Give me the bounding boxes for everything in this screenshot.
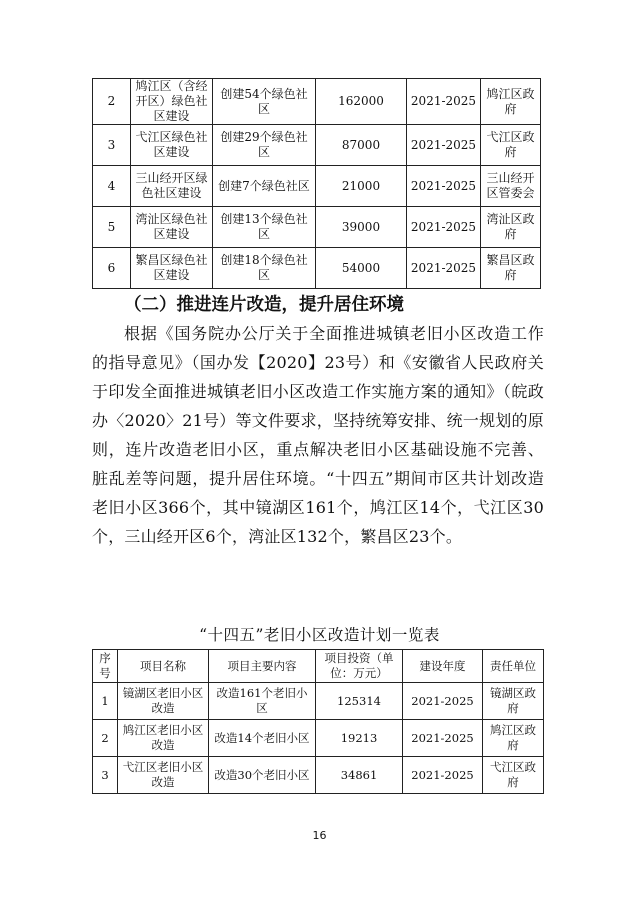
cell-resp: 三山经开区管委会 bbox=[481, 166, 541, 207]
cell-invest: 54000 bbox=[316, 248, 407, 289]
table-row bbox=[93, 683, 544, 720]
cell-content: 创建29个绿色社区 bbox=[213, 125, 316, 166]
table-row bbox=[93, 248, 541, 289]
cell-name: 湾沚区绿色社区建设 bbox=[131, 207, 213, 248]
cell-content: 改造161个老旧小区 bbox=[209, 683, 316, 720]
table-header-row bbox=[93, 650, 544, 683]
table-row bbox=[93, 720, 544, 757]
cell-no: 1 bbox=[93, 683, 118, 720]
cell-content: 创建7个绿色社区 bbox=[213, 166, 316, 207]
green-community-table bbox=[92, 78, 541, 289]
cell-years: 2021-2025 bbox=[407, 166, 481, 207]
cell-no: 4 bbox=[93, 166, 131, 207]
cell-content: 改造30个老旧小区 bbox=[209, 757, 316, 794]
cell-years: 2021-2025 bbox=[407, 125, 481, 166]
cell-resp: 湾沚区政府 bbox=[481, 207, 541, 248]
table-row bbox=[93, 125, 541, 166]
table-row bbox=[93, 207, 541, 248]
cell-years: 2021-2025 bbox=[407, 207, 481, 248]
cell-invest: 87000 bbox=[316, 125, 407, 166]
header-invest: 项目投资（单位：万元） bbox=[316, 650, 403, 683]
body-paragraph: 根据《国务院办公厅关于全面推进城镇老旧小区改造工作的指导意见》（国办发【2020】23号）和《安徽省人民政府关于印发全面推进城镇老旧小区改造工作实施方案的通知》（皖政办〈2020〉21号）等文件要求，坚持统筹安排、统一规划的原则，连片改造老旧小区，重点解决老旧小区基础设施不完善、脏乱差等问题，提升居住环境。“十四五”期间市区共计划改造老旧小区366个，其中镜湖区161个，鸠江区14个，弋江区30个，三山经开区6个，湾沚区132个，繁昌区23个。 bbox=[92, 324, 544, 546]
cell-years: 2021-2025 bbox=[407, 248, 481, 289]
cell-invest: 34861 bbox=[316, 757, 403, 794]
cell-no: 3 bbox=[93, 125, 131, 166]
cell-invest: 162000 bbox=[316, 79, 407, 125]
section-heading: （二）推进连片改造，提升居住环境 bbox=[124, 295, 404, 315]
cell-no: 3 bbox=[93, 757, 118, 794]
header-content: 项目主要内容 bbox=[209, 650, 316, 683]
table-caption: “十四五”老旧小区改造计划一览表 bbox=[199, 626, 440, 644]
cell-no: 2 bbox=[93, 79, 131, 125]
cell-years: 2021-2025 bbox=[403, 757, 483, 794]
cell-content: 创建18个绿色社区 bbox=[213, 248, 316, 289]
cell-resp: 镜湖区政府 bbox=[483, 683, 544, 720]
header-name: 项目名称 bbox=[118, 650, 209, 683]
old-community-renovation-table bbox=[92, 649, 544, 794]
cell-name: 弋江区绿色社区建设 bbox=[131, 125, 213, 166]
table-row bbox=[93, 166, 541, 207]
cell-years: 2021-2025 bbox=[403, 683, 483, 720]
page-number: 16 bbox=[312, 829, 327, 842]
cell-invest: 39000 bbox=[316, 207, 407, 248]
cell-invest: 125314 bbox=[316, 683, 403, 720]
cell-name: 鸠江区（含经开区）绿色社区建设 bbox=[131, 79, 213, 125]
cell-invest: 19213 bbox=[316, 720, 403, 757]
cell-resp: 鸠江区政府 bbox=[483, 720, 544, 757]
header-resp: 责任单位 bbox=[483, 650, 544, 683]
cell-resp: 弋江区政府 bbox=[483, 757, 544, 794]
table-row bbox=[93, 757, 544, 794]
cell-name: 三山经开区绿色社区建设 bbox=[131, 166, 213, 207]
cell-content: 改造14个老旧小区 bbox=[209, 720, 316, 757]
cell-no: 2 bbox=[93, 720, 118, 757]
header-years: 建设年度 bbox=[403, 650, 483, 683]
cell-resp: 弋江区政府 bbox=[481, 125, 541, 166]
cell-name: 弋江区老旧小区改造 bbox=[118, 757, 209, 794]
cell-years: 2021-2025 bbox=[407, 79, 481, 125]
cell-years: 2021-2025 bbox=[403, 720, 483, 757]
cell-name: 繁昌区绿色社区建设 bbox=[131, 248, 213, 289]
cell-name: 鸠江区老旧小区改造 bbox=[118, 720, 209, 757]
table-row bbox=[93, 79, 541, 125]
header-no: 序号 bbox=[93, 650, 118, 683]
cell-no: 5 bbox=[93, 207, 131, 248]
cell-invest: 21000 bbox=[316, 166, 407, 207]
cell-no: 6 bbox=[93, 248, 131, 289]
cell-content: 创建13个绿色社区 bbox=[213, 207, 316, 248]
cell-name: 镜湖区老旧小区改造 bbox=[118, 683, 209, 720]
cell-content: 创建54个绿色社区 bbox=[213, 79, 316, 125]
cell-resp: 繁昌区政府 bbox=[481, 248, 541, 289]
cell-resp: 鸠江区政府 bbox=[481, 79, 541, 125]
